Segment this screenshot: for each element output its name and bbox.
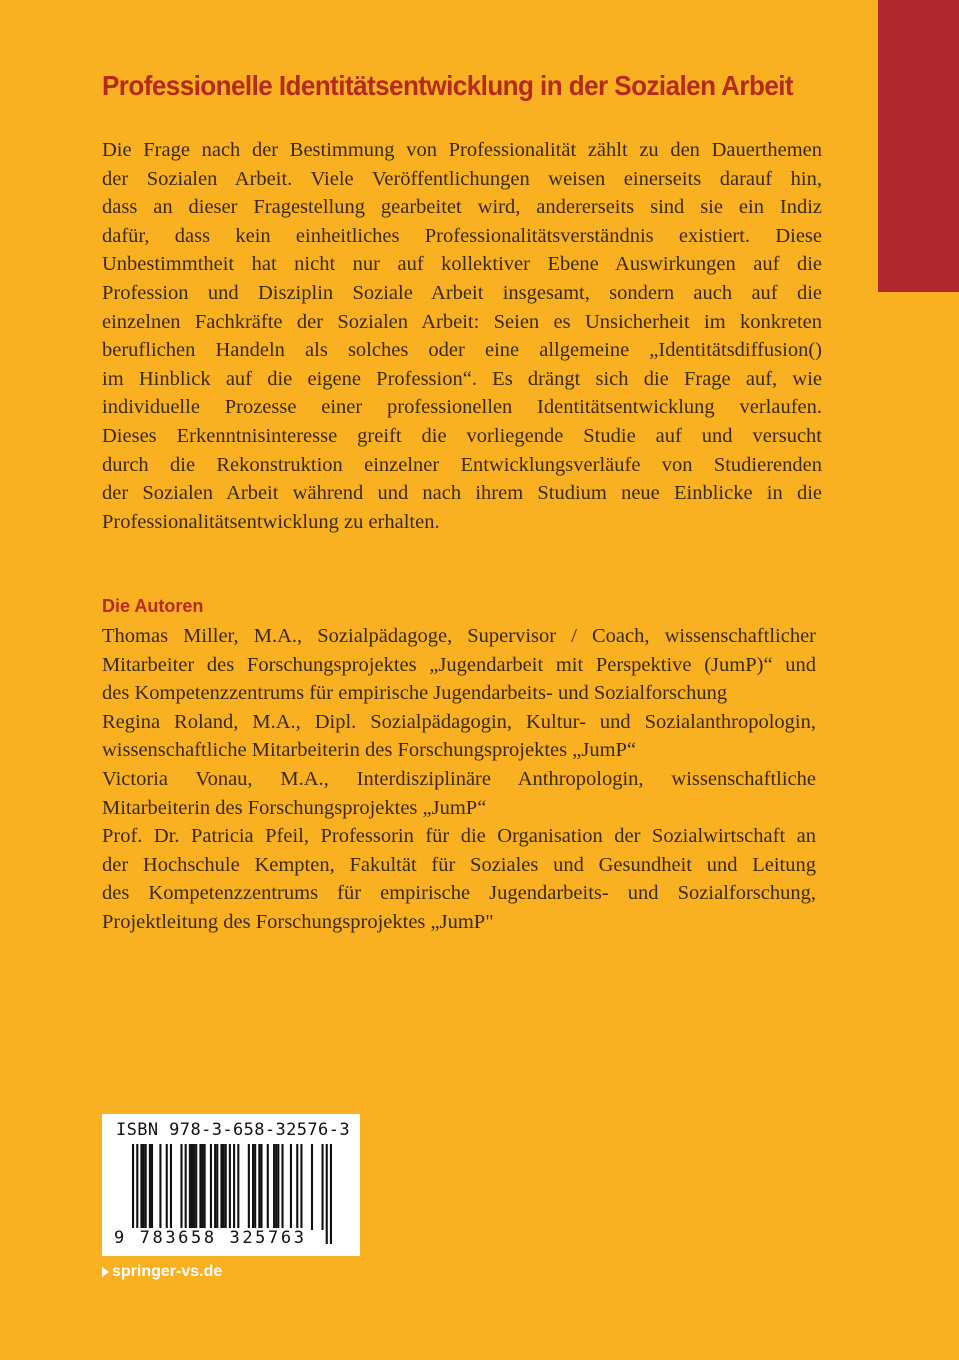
abstract-line: der Sozialen Arbeit während und nach ihrem Studium neue Einblicke in die: [102, 482, 822, 505]
abstract-line: individuelle Prozesse einer professionellen Identitätsentwicklung verlaufen.: [102, 396, 822, 419]
author-line: des Kompetenzzentrums für empirische Jugendarbeits- und Sozialforschung: [102, 682, 728, 705]
barcode-bar: [166, 1144, 168, 1230]
barcode-bar: [281, 1144, 283, 1230]
arrow-right-icon: [102, 1267, 109, 1277]
barcode-bar: [267, 1144, 269, 1230]
barcode-bar: [296, 1144, 298, 1230]
barcode-bar: [151, 1144, 153, 1230]
author-line: Prof. Dr. Patricia Pfeil, Professorin für die Organisation der Sozialwirtschaft an: [102, 825, 816, 848]
author-line: Regina Roland, M.A., Dipl. Sozialpädagogin, Kultur- und Sozialanthropologin,: [102, 710, 816, 733]
barcode-bar: [258, 1144, 260, 1230]
barcode-bar: [273, 1144, 275, 1230]
barcode-bar: [260, 1144, 262, 1230]
barcode-bar: [180, 1144, 182, 1230]
barcode-bar: [254, 1144, 256, 1230]
author-line: wissenschaftliche Mitarbeiterin des Forschungsprojektes „JumP“: [102, 739, 637, 762]
ean-digits: 9 783658 325763: [114, 1228, 307, 1248]
abstract-line: dass an dieser Fragestellung gearbeitet wird, andererseits sind sie ein Indiz: [102, 196, 822, 219]
barcode-bar: [275, 1144, 277, 1230]
barcode-bar: [149, 1144, 151, 1230]
barcode-bar: [189, 1144, 191, 1230]
abstract-text: [102, 136, 822, 536]
barcode-bar: [311, 1144, 313, 1230]
authors-heading: Die Autoren: [102, 596, 204, 616]
barcode-bar: [201, 1144, 203, 1230]
abstract-line: dafür, dass kein einheitliches Professionalitätsverständnis existiert. Diese: [102, 224, 822, 247]
barcode-bar: [321, 1144, 323, 1230]
barcode-bar: [199, 1144, 201, 1230]
barcode-bar: [216, 1144, 218, 1230]
barcode-bar: [140, 1144, 142, 1230]
barcode-bar: [220, 1144, 222, 1230]
abstract-line: Unbestimmtheit hat nicht nur auf kollektiver Ebene Auswirkungen auf die: [102, 253, 822, 276]
barcode-bar: [185, 1144, 187, 1230]
barcode-bar: [193, 1144, 195, 1230]
barcode-bar: [210, 1144, 212, 1230]
isbn-barcode: [102, 1114, 360, 1256]
abstract-line: Profession und Disziplin Soziale Arbeit insgesamt, sondern auch auf die: [102, 281, 822, 304]
abstract-line: Professionalitätsentwicklung zu erhalten.: [102, 510, 440, 533]
authors-text: [102, 622, 816, 937]
author-line: Thomas Miller, M.A., Sozialpädagoge, Supervisor / Coach, wissenschaftlicher: [102, 625, 816, 647]
author-line: des Kompetenzzentrums für empirische Jugendarbeits- und Sozialforschung,: [102, 882, 816, 905]
barcode-bar: [290, 1144, 292, 1230]
barcode-bar: [326, 1144, 328, 1244]
abstract-line: beruflichen Handeln als solches oder eine allgemeine „Identitätsdiffusion(): [102, 339, 822, 362]
barcode-bar: [170, 1144, 172, 1230]
publisher-url: springer-vs.de: [112, 1263, 223, 1280]
barcode-bar: [330, 1144, 332, 1244]
abstract-line: Dieses Erkenntnisinteresse greift die vorliegende Studie auf und versucht: [102, 424, 822, 447]
author-line: der Hochschule Kempten, Fakultät für Soziales und Gesundheit und Leitung: [102, 853, 816, 876]
abstract-line: im Hinblick auf die eigene Profession“. Es drängt sich die Frage auf, wie: [102, 367, 822, 390]
barcode-bar: [214, 1144, 216, 1230]
author-line: Mitarbeiterin des Forschungsprojektes „JumP“: [102, 796, 487, 819]
barcode-bar: [277, 1144, 279, 1230]
abstract-line: durch die Rekonstruktion einzelner Entwicklungsverläufe von Studierenden: [102, 453, 822, 476]
barcode-bar: [225, 1144, 227, 1230]
barcode-bar: [300, 1144, 302, 1230]
author-line: Projektleitung des Forschungsprojektes „JumP": [102, 910, 494, 933]
barcode-bar: [223, 1144, 225, 1230]
barcode-bar: [191, 1144, 193, 1230]
book-title: Professionelle Identitätsentwicklung in der Sozialen Arbeit: [102, 70, 794, 101]
corner-color-tab: [878, 0, 959, 292]
publisher-link[interactable]: [102, 1263, 222, 1281]
abstract-line: der Sozialen Arbeit. Viele Veröffentlichungen weisen einerseits darauf hin,: [102, 167, 822, 190]
barcode-bar: [195, 1144, 197, 1230]
barcode-bar: [248, 1144, 250, 1230]
barcode-bar: [252, 1144, 254, 1230]
author-line: Victoria Vonau, M.A., Interdisziplinäre Anthropologin, wissenschaftliche: [102, 767, 816, 790]
barcode-bar: [145, 1144, 147, 1230]
abstract-line: einzelnen Fachkräfte der Sozialen Arbeit: Seien es Unsicherheit im konkreten: [102, 310, 822, 333]
abstract-line: Die Frage nach der Bestimmung von Professionalität zählt zu den Dauerthemen: [102, 139, 822, 161]
author-line: Mitarbeiter des Forschungsprojektes „Jugendarbeit mit Perspektive (JumP)“ und: [102, 653, 816, 676]
barcode-bar: [143, 1144, 145, 1230]
barcode-bar: [159, 1144, 161, 1230]
barcode-bar: [204, 1144, 206, 1230]
isbn-label: ISBN 978-3-658-32576-3: [116, 1120, 350, 1140]
barcode-bar: [237, 1144, 239, 1230]
